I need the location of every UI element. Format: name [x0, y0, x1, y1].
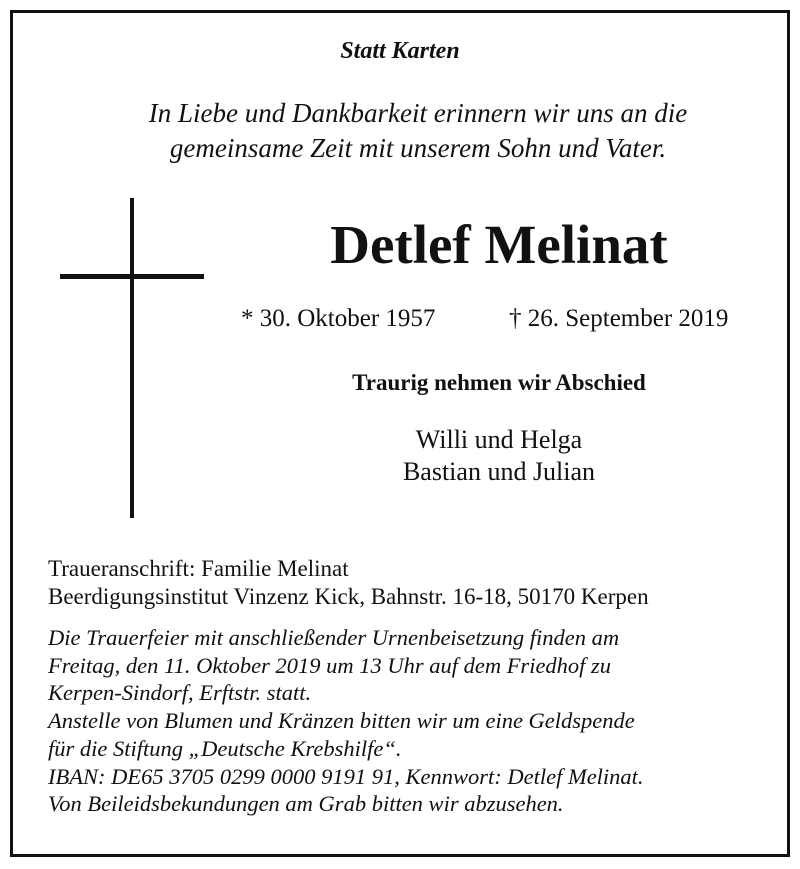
notes-line: Von Beileidsbekundungen am Grab bitten wir abzusehen. — [48, 791, 564, 817]
notes-line: für die Stiftung „Deutsche Krebshilfe“. — [48, 735, 402, 761]
notes-line: Die Trauerfeier mit anschließender Urnenbeisetzung finden am — [48, 625, 620, 650]
cross-vertical-bar — [130, 198, 134, 518]
header-statt-karten: Statt Karten — [340, 38, 460, 64]
mourning-line: Traurig nehmen wir Abschied — [352, 370, 646, 395]
intro-line-2: gemeinsame Zeit mit unserem Sohn und Vater. — [169, 133, 667, 163]
intro-line-1: In Liebe und Dankbarkeit erinnern wir uns an die — [148, 98, 688, 128]
death-date: † 26. September 2019 — [509, 305, 729, 332]
notes-line: Freitag, den 11. Oktober 2019 um 13 Uhr auf dem Friedhof zu — [48, 652, 612, 678]
family-line-1: Willi und Helga — [415, 425, 583, 454]
notes-block — [48, 624, 788, 818]
notes-line: IBAN: DE65 3705 0299 0000 9191 91, Kennwort: Detlef Melinat. — [48, 763, 644, 789]
cross-horizontal-bar — [60, 274, 204, 279]
deceased-name: Detlef Melinat — [330, 214, 668, 275]
birth-date: * 30. Oktober 1957 — [241, 305, 436, 332]
address-line-1: Traueranschrift: Familie Melinat — [48, 556, 349, 581]
notes-line: Anstelle von Blumen und Kränzen bitten wir um eine Geldspende — [48, 708, 635, 734]
notes-line: Kerpen-Sindorf, Erftstr. statt. — [48, 680, 312, 706]
address-line-2: Beerdigungsinstitut Vinzenz Kick, Bahnstr. 16-18, 50170 Kerpen — [48, 584, 649, 609]
family-line-2: Bastian und Julian — [402, 457, 596, 486]
